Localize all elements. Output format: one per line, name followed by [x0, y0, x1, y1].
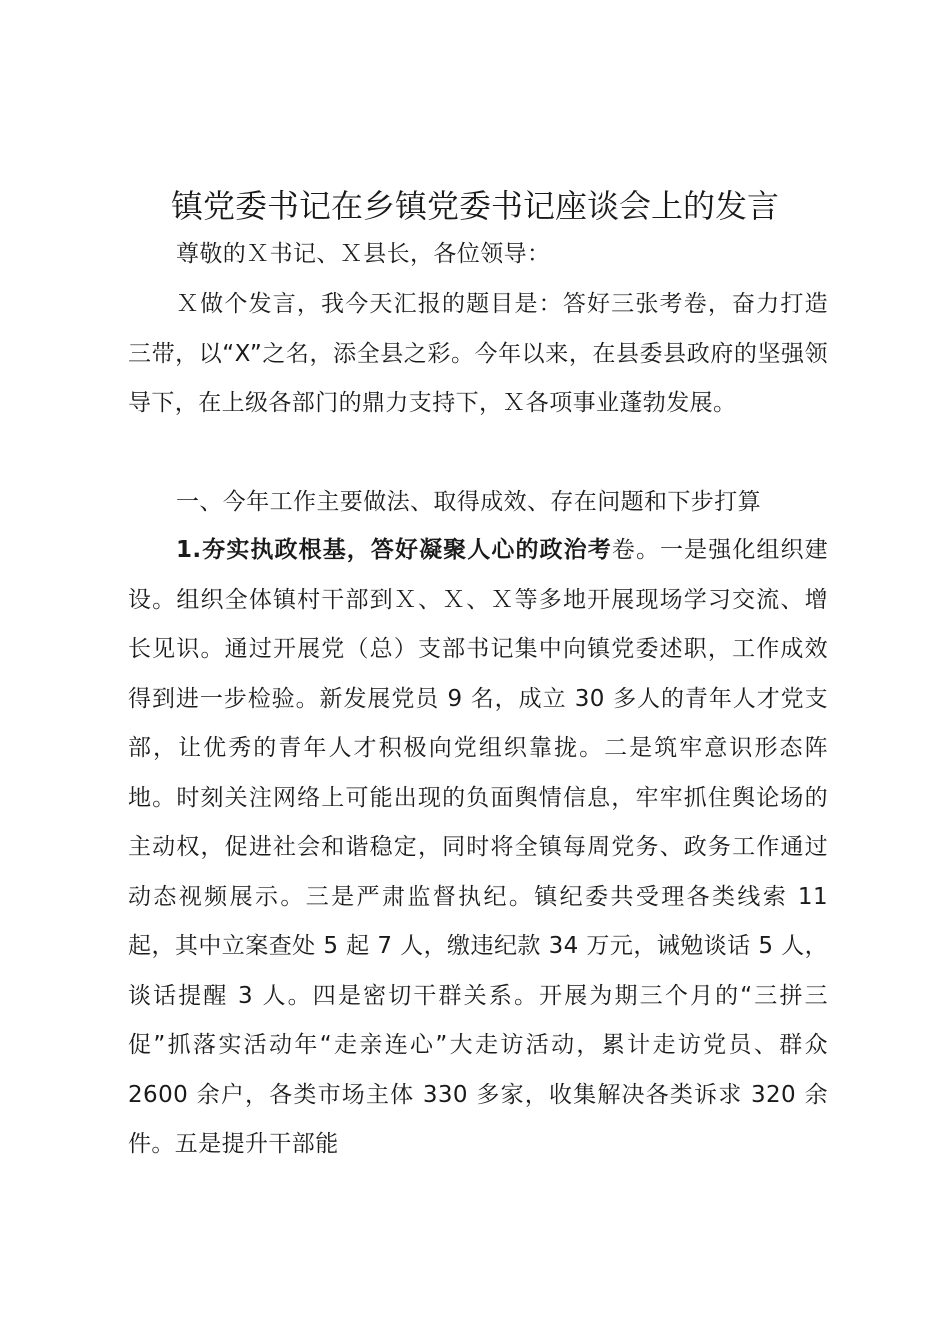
- item1-body-text: 卷。一是强化组织建设。组织全体镇村干部到Ｘ、Ｘ、Ｘ等多地开展现场学习交流、增长见识。通过开展党（总）支部书记集中向镇党委述职，工作成效得到进一步检验。新发展党员 9 名，成立 30 多人的青年人才党支部，让优秀的青年人才积极向党组织靠拢。二是筑牢意识形态阵地。时刻关注网络上可能出现的负面舆情信息，牢牢抓住舆论场的主动权，促进社会和谐稳定，同时将全镇每周党务、政务工作通过动态视频展示。三是严肃监督执纪。镇纪委共受理各类线索 11 起，其中立案查处 5 起 7 人，缴违纪款 34 万元，诫勉谈话 5 人，谈话提醒 3 人。四是密切干群关系。开展为期三个月的“三拼三促”抓落实活动年“走亲连心”大走访活动，累计走访党员、群众 2600 余户，各类市场主体 330 多家，收集解决各类诉求 320 余件。五是提升干部能: [128, 537, 828, 1157]
- item1-paragraph: [128, 526, 828, 1170]
- document-title: 镇党委书记在乡镇党委书记座谈会上的发言: [170, 187, 779, 225]
- item1-bold-lead: 1.夯实执政根基，答好凝聚人心的政治考: [176, 537, 612, 563]
- intro-paragraph: Ｘ做个发言，我今天汇报的题目是：答好三张考卷，奋力打造三带，以“X”之名，添全县之彩。今年以来，在县委县政府的坚强领导下，在上级各部门的鼎力支持下，Ｘ各项事业蓬勃发展。: [128, 291, 828, 416]
- section-heading: 一、今年工作主要做法、取得成效、存在问题和下步打算: [176, 489, 761, 515]
- greeting-paragraph: 尊敬的Ｘ书记、Ｘ县长，各位领导：: [176, 241, 551, 267]
